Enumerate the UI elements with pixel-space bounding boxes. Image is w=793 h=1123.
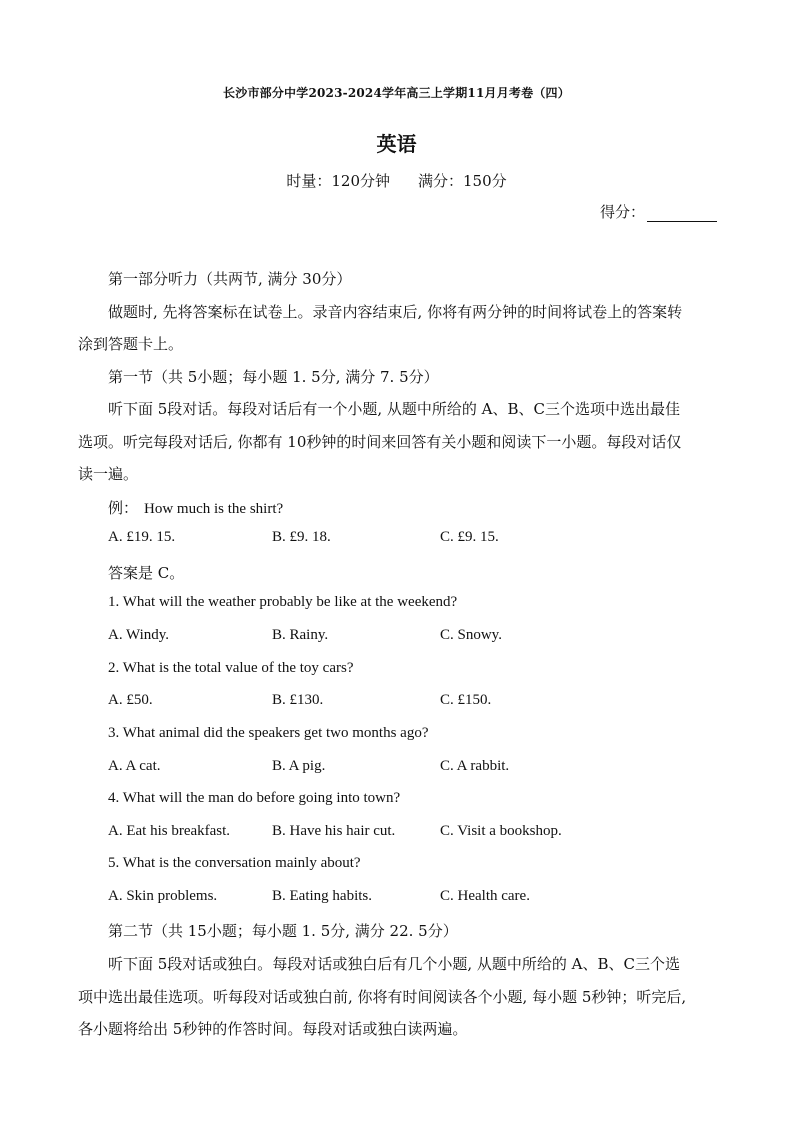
question-3-option-a: A. A cat.: [108, 758, 161, 774]
question-1-option-c: C. Snowy.: [440, 627, 502, 643]
question-5: 5. What is the conversation mainly about?: [108, 855, 361, 871]
example-answer: 答案是 C。: [108, 564, 185, 582]
example-question-text: How much is the shirt?: [144, 501, 284, 517]
question-5-option-b: B. Eating habits.: [272, 888, 372, 904]
full-score-label: 满分：150分: [418, 172, 507, 190]
question-4-option-c: C. Visit a bookshop.: [440, 823, 562, 839]
score-label: 得分：: [599, 203, 645, 221]
example-prefix: 例：: [108, 499, 139, 517]
example-option-b: B. £9. 18.: [272, 529, 331, 545]
question-4: 4. What will the man do before going into town?: [108, 790, 401, 806]
question-1-option-b: B. Rainy.: [272, 627, 329, 643]
section1-instruction-line2: 选项。听完每段对话后, 你都有 10秒钟的时间来回答有关小题和阅读下一小题。每段对话仅: [78, 433, 682, 451]
part1-heading: 第一部分听力（共两节, 满分 30分）: [108, 270, 352, 288]
score-field: [600, 201, 717, 222]
question-4-option-a: A. Eat his breakfast.: [108, 823, 231, 839]
question-1: 1. What will the weather probably be like at the weekend?: [108, 594, 458, 610]
section2-instruction-line3: 各小题将给出 5秒钟的作答时间。每段对话或独白读两遍。: [78, 1020, 468, 1038]
exam-subject: 英语: [376, 132, 417, 156]
exam-title: 长沙市部分中学2023-2024学年高三上学期11月月考卷（四）: [223, 86, 570, 100]
part1-instruction-line1: 做题时, 先将答案标在试卷上。录音内容结束后, 你将有两分钟的时间将试卷上的答案转: [108, 303, 683, 321]
question-5-option-a: A. Skin problems.: [108, 888, 218, 904]
section1-heading: 第一节（共 5小题；每小题 1. 5分, 满分 7. 5分）: [108, 368, 439, 386]
question-3-option-b: B. A pig.: [272, 758, 326, 774]
exam-meta: [0, 170, 793, 191]
question-2-option-c: C. £150.: [440, 692, 492, 708]
section1-instruction-line1: 听下面 5段对话。每段对话后有一个小题, 从题中所给的 A、B、C三个选项中选出最佳: [108, 400, 680, 418]
question-3-option-c: C. A rabbit.: [440, 758, 510, 774]
time-label: 时量：120分钟: [286, 172, 390, 190]
question-2-option-b: B. £130.: [272, 692, 324, 708]
section2-instruction-line1: 听下面 5段对话或独白。每段对话或独白后有几个小题, 从题中所给的 A、B、C三个选: [108, 955, 680, 973]
question-3: 3. What animal did the speakers get two months ago?: [108, 725, 429, 741]
example-question: [108, 497, 283, 518]
section2-instruction-line2: 项中选出最佳选项。听每段对话或独白前, 你将有时间阅读各个小题, 每小题 5秒钟；听完后,: [78, 988, 687, 1006]
section1-instruction-line3: 读一遍。: [78, 465, 139, 483]
example-option-a: A. £19. 15.: [108, 529, 176, 545]
score-blank-line: [647, 205, 717, 222]
question-2-option-a: A. £50.: [108, 692, 153, 708]
question-1-option-a: A. Windy.: [108, 627, 170, 643]
part1-instruction-line2: 涂到答题卡上。: [78, 335, 184, 353]
example-option-c: C. £9. 15.: [440, 529, 499, 545]
question-5-option-c: C. Health care.: [440, 888, 530, 904]
question-2: 2. What is the total value of the toy cars?: [108, 660, 354, 676]
question-4-option-b: B. Have his hair cut.: [272, 823, 396, 839]
section2-heading: 第二节（共 15小题；每小题 1. 5分, 满分 22. 5分）: [108, 922, 458, 940]
